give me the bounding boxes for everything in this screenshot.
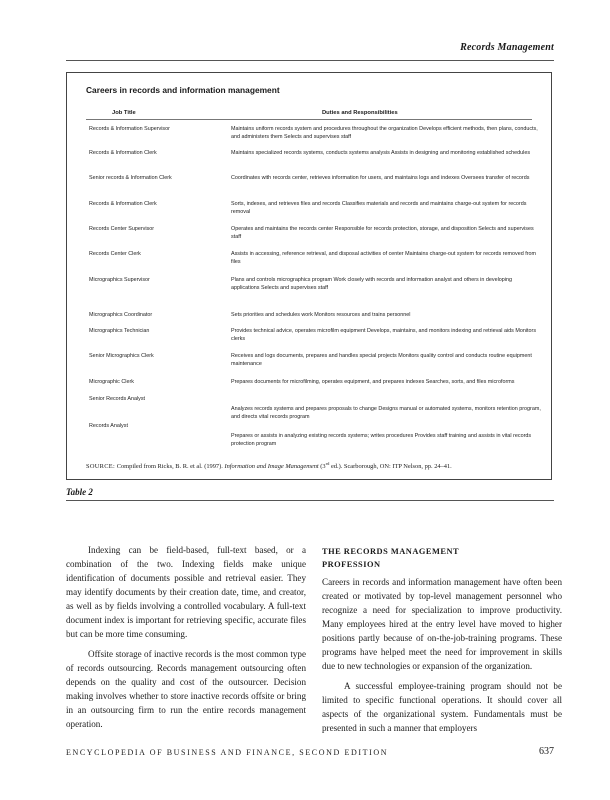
body-paragraph: A successful employee-training program should not be limited to specific functional operations. It should cover all aspects of the organizational system. Fundamentals must be presented in such a manner that employers xyxy=(322,681,562,733)
table-row-duties: Maintains specialized records systems, conducts systems analysis Assists in designing and monitoring established schedules xyxy=(231,150,531,156)
body-paragraph: Offsite storage of inactive records is the most common type of records outsourcing. Records management outsourcing often depends on the quality and cost of the outsourcer. Decision making involves whether to store inactive records offsite or bring in an outsourcing firm to run the entire records management operation. xyxy=(66,649,306,729)
body-paragraph: Careers in records and information management have often been created or motivated by top-level management personnel who recognize a need for specialization to improve productivity. Many employees hired at the entry level have moved to higher positions partly because of on-the-job-training programs. These programs have helped meet the need for improvement in skills due to new technologies or expansion of the organization. xyxy=(322,577,562,671)
table-row-duties: Analyzes records systems and prepares proposals to change Designs manual or automated systems, monitors retention program, and directs vital records program xyxy=(231,406,541,420)
table-header-rule xyxy=(86,119,532,120)
section-heading xyxy=(322,545,562,571)
footer-title: ENCYCLOPEDIA OF BUSINESS AND FINANCE, SECOND EDITION xyxy=(66,748,389,757)
table-source xyxy=(86,461,536,470)
table-row-duties: Maintains uniform records system and procedures throughout the organization Develops efficient methods, then plans, conducts, and administers them Selects and supervises staff xyxy=(231,126,538,140)
column-header-job-title: Job Title xyxy=(112,110,136,116)
table-row-job: Senior Records Analyst xyxy=(89,396,146,402)
table-row-duties: Plans and controls micrographics program Work closely with records and information analyst and others in developing applications Selects and supervises staff xyxy=(231,277,512,291)
column-header-duties: Duties and Responsibilities xyxy=(322,110,398,116)
table-row-job: Micrographics Supervisor xyxy=(89,277,150,283)
table-row-duties: Operates and maintains the records center Responsible for records protection, storage, and disposition Selects and supervises staff xyxy=(231,226,534,240)
source-edition: (3 xyxy=(318,463,326,471)
table-row-duties: Coordinates with records center, retrieves information for users, and maintains logs and indexes Oversees transfer of records xyxy=(231,175,530,181)
source-publisher: ed.). Scarborough, ON: ITP Nelson, pp. 24–41. xyxy=(329,463,452,471)
table-row-job: Records Analyst xyxy=(89,423,128,429)
table-row-job: Micrographic Clerk xyxy=(89,379,134,385)
table-row-duties: Sorts, indexes, and retrieves files and records Classifies materials and records and maintains charge-out system for records removal xyxy=(231,201,527,215)
body-paragraph: Indexing can be field-based, full-text based, or a combination of the two. Indexing fields make unique identification of documents possible and retrieval easier. They may identify documents by their creation date, time, and creator, as well as by fields involving a controlled vocabulary. A full-text document index is important for retrieving specific, accurate files but can be more time consuming. xyxy=(66,545,306,639)
table-row-duties: Provides technical advice, operates microfilm equipment Develops, maintains, and monitors indexing and retrieval aids Monitors clerks xyxy=(231,328,537,342)
source-edition-suffix: rd xyxy=(325,461,330,466)
right-column xyxy=(322,545,562,735)
running-head: Records Management xyxy=(460,42,554,53)
table-row-job: Micrographics Technician xyxy=(89,328,150,334)
table-row-duties: Assists in accessing, reference retrieval, and disposal activities of center Maintains charge-out system for records removed from files xyxy=(231,251,536,265)
table-row-job: Records Center Clerk xyxy=(89,251,141,257)
table-row-job: Records & Information Clerk xyxy=(89,201,157,207)
table-row-job: Records & Information Clerk xyxy=(89,150,157,156)
table-row-duties: Sets priorities and schedules work Monitors resources and trains personnel xyxy=(231,312,411,318)
section-heading-line: PROFESSION xyxy=(322,560,381,569)
header-rule xyxy=(66,60,554,61)
table-title: Careers in records and information management xyxy=(86,85,280,95)
table-row-duties: Receives and logs documents, prepares and handles special projects Monitors quality control and conducts routine equipment maintenance xyxy=(231,353,532,367)
table-row-job: Senior records & Information Clerk xyxy=(89,175,172,181)
table-row-job: Micrographics Coordinator xyxy=(89,312,153,318)
table-row-duties: Prepares documents for microfilming, operates equipment, and prepares indexes Searches, sorts, and files microforms xyxy=(231,379,515,385)
section-heading-line: THE RECORDS MANAGEMENT xyxy=(322,547,460,556)
table-label-rule xyxy=(66,500,554,501)
table-row-job: Records & Information Supervisor xyxy=(89,126,170,132)
left-column xyxy=(66,543,306,731)
page-number: 637 xyxy=(539,746,554,757)
careers-table xyxy=(66,72,552,480)
table-row-job: Records Center Supervisor xyxy=(89,226,155,232)
table-label: Table 2 xyxy=(66,487,93,497)
source-label: SOURCE: xyxy=(86,463,116,471)
table-row-duties: Prepares or assists in analyzing existing records systems; writes procedures Provides staff training and assists in vital records protection program xyxy=(231,433,532,447)
table-row-job: Senior Micrographics Clerk xyxy=(89,353,154,359)
source-book-title: Information and Image Management xyxy=(224,463,319,471)
source-citation: Compiled from Ricks, B. R. et al. (1997). xyxy=(115,463,225,471)
